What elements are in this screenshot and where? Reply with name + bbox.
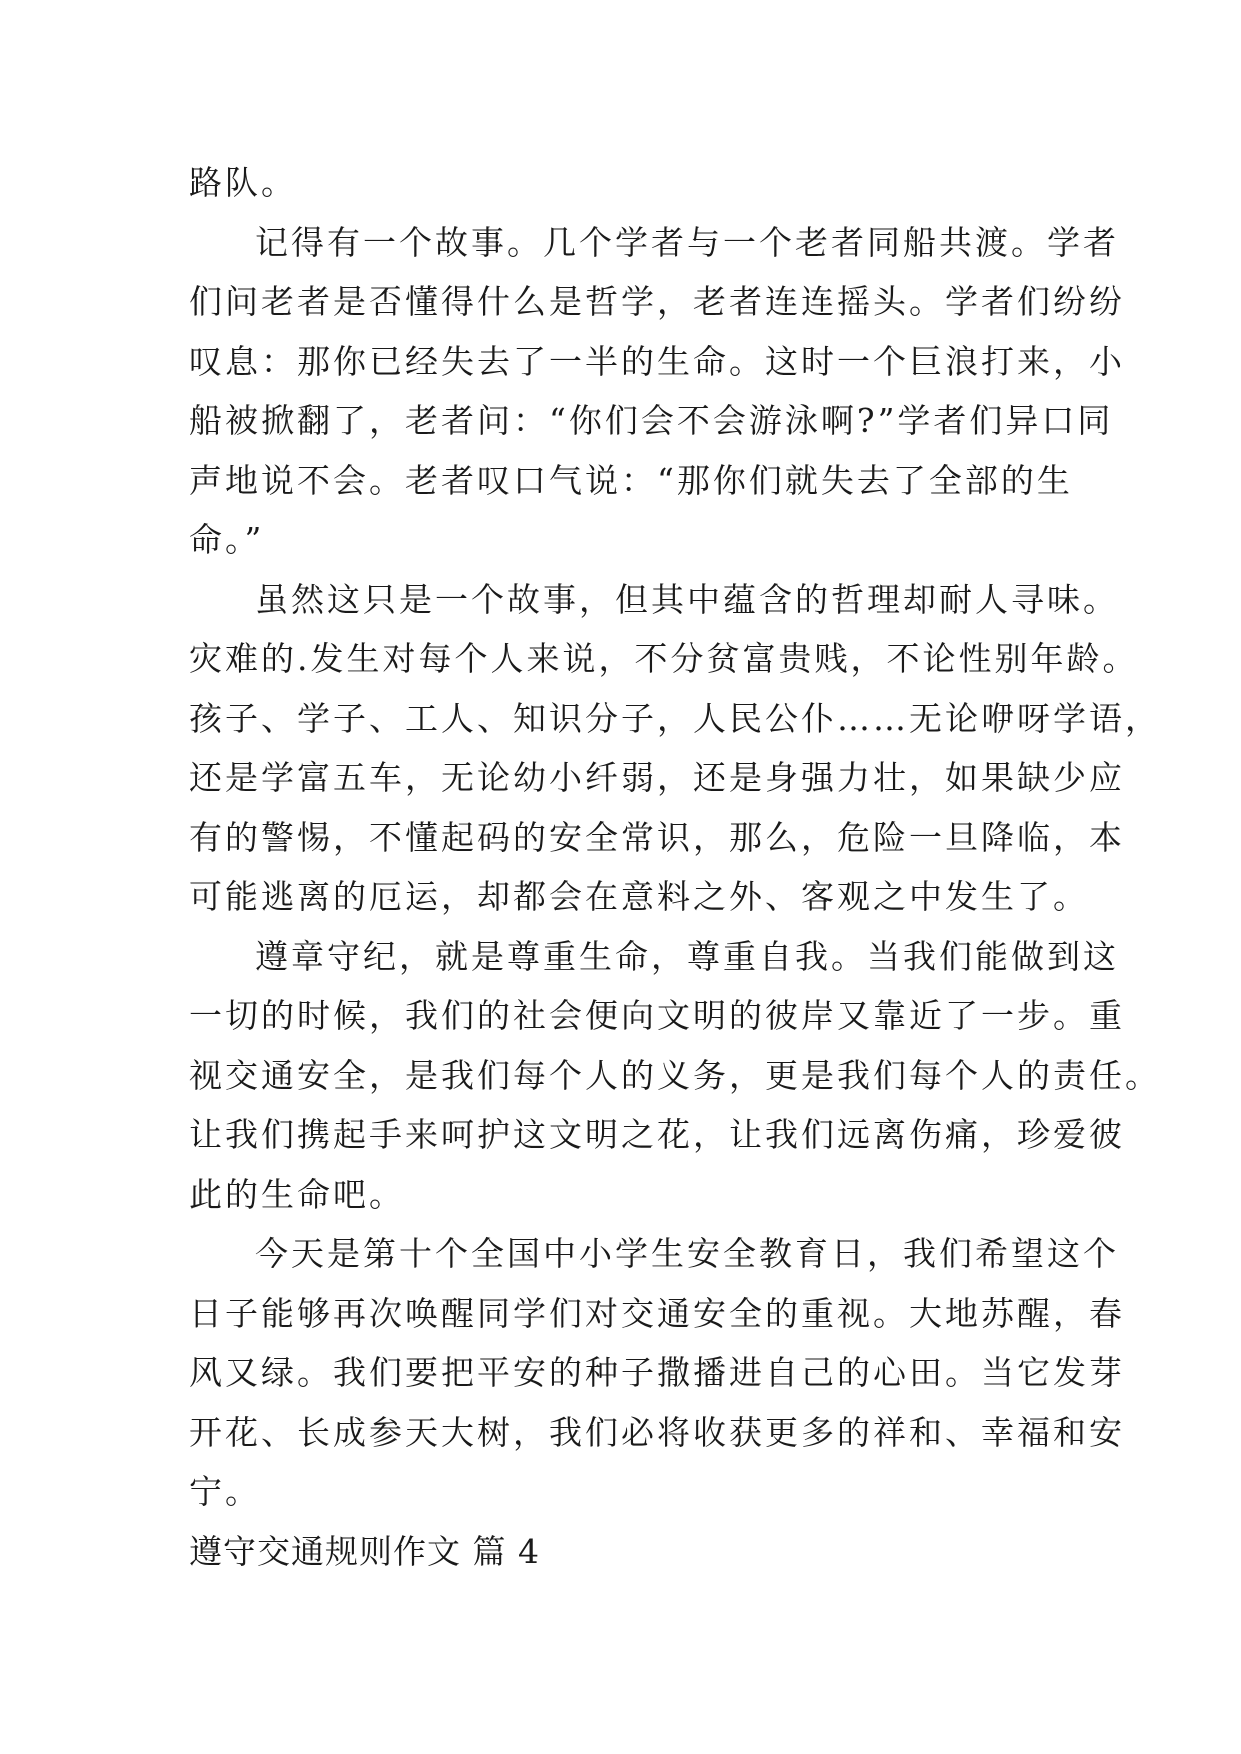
- text-line: 今天是第十个全国中小学生安全教育日，我们希望这个: [255, 1234, 1119, 1273]
- text-line: 们问老者是否懂得什么是哲学，老者连连摇头。学者们纷纷: [189, 282, 1125, 321]
- text-line: 孩子、学子、工人、知识分子，人民公仆……无论咿呀学语，: [189, 698, 1161, 738]
- text-line: 还是学富五车，无论幼小纤弱，还是身强力壮，如果缺少应: [189, 758, 1125, 797]
- text-line: 有的警惕，不懂起码的安全常识，那么，危险一旦降临，本: [189, 817, 1125, 857]
- text-line: 此的生命吧。: [189, 1174, 405, 1214]
- text-line: 声地说不会。老者叹口气说：“那你们就失去了全部的生: [189, 460, 1073, 500]
- text-line: 叹息：那你已经失去了一半的生命。这时一个巨浪打来，小: [189, 341, 1125, 381]
- text-line: 宁。: [189, 1472, 261, 1511]
- text-line: 记得有一个故事。几个学者与一个老者同船共渡。学者: [255, 222, 1119, 262]
- text-line: 可能逃离的厄运，却都会在意料之外、客观之中发生了。: [189, 877, 1089, 916]
- text-line: 命。”: [189, 520, 265, 559]
- text-line: 灾难的.发生对每个人来说，不分贫富贵贱，不论性别年龄。: [189, 639, 1139, 678]
- text-line: 开花、长成参天大树，我们必将收获更多的祥和、幸福和安: [189, 1412, 1125, 1452]
- section-heading: 遵守交通规则作文 篇 4: [189, 1531, 540, 1571]
- text-line: 路队。: [189, 163, 297, 202]
- text-line: 遵章守纪，就是尊重生命，尊重自我。当我们能做到这: [255, 936, 1119, 976]
- text-line: 视交通安全，是我们每个人的义务，更是我们每个人的责任。: [189, 1055, 1161, 1095]
- document-body: [189, 153, 1161, 1581]
- text-line: 船被掀翻了，老者问：“你们会不会游泳啊?”学者们异口同: [189, 401, 1114, 440]
- text-line: 一切的时候，我们的社会便向文明的彼岸又靠近了一步。重: [189, 996, 1125, 1035]
- text-line: 让我们携起手来呵护这文明之花，让我们远离伤痛，珍爱彼: [189, 1115, 1125, 1154]
- text-line: 日子能够再次唤醒同学们对交通安全的重视。大地苏醒，春: [189, 1293, 1125, 1333]
- text-line: 风又绿。我们要把平安的种子撒播进自己的心田。当它发芽: [189, 1353, 1125, 1392]
- text-line: 虽然这只是一个故事，但其中蕴含的哲理却耐人寻味。: [255, 579, 1119, 619]
